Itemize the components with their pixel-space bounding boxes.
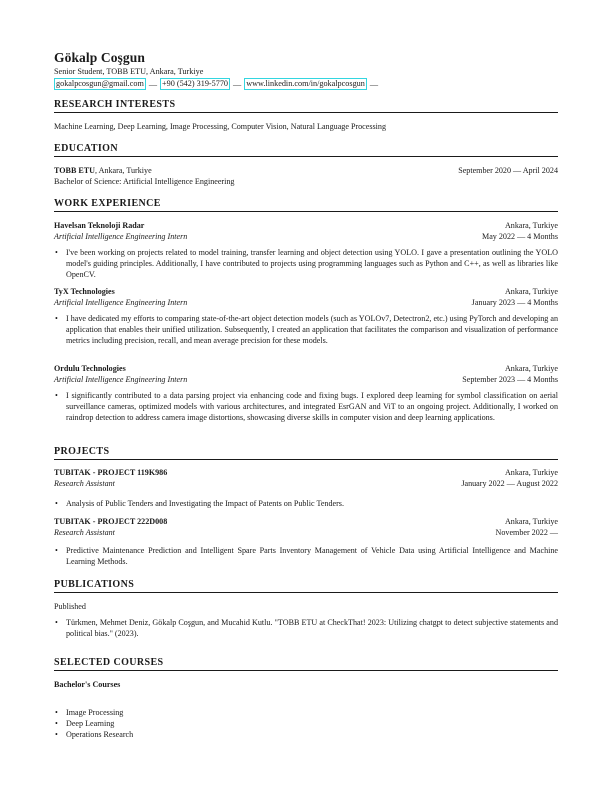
project-entry-header [54, 517, 558, 526]
work-dates: May 2022 — 4 Months [482, 232, 558, 241]
separator: — [148, 79, 157, 89]
separator: — [369, 79, 379, 89]
phone-link[interactable]: +90 (542) 319-5770 [162, 79, 229, 88]
work-location: Ankara, Turkiye [504, 364, 558, 373]
section-title-selected-courses: SELECTED COURSES [54, 657, 558, 671]
company-name: TyX Technologies [54, 287, 115, 296]
role: Artificial Intelligence Engineering Intern [54, 232, 188, 241]
publication-item: • Türkmen, Mehmet Deniz, Gökalp Coşgun, and Mucahid Kutlu. "TOBB ETU at CheckThat! 2023: Utilizing chatgpt to detect subjective statements and political bias." (2023). [66, 618, 558, 640]
work-bullet: • I've been working on projects related to model training, transfer learning and object detection using YOLO. I gave a presentation outlining the YOLO model's guiding principles. Additionally, I have contributed to projects using programming languages such as Python and C++, as well as libraries like OpenCV. [66, 248, 558, 281]
work-entry-subheader [54, 298, 558, 307]
project-location: Ankara, Turkiye [504, 517, 558, 526]
separator: — [233, 79, 242, 89]
education-dates: September 2020 — April 2024 [458, 166, 558, 175]
contact-line [54, 78, 381, 90]
candidate-name: Gökalp Coşgun [54, 50, 145, 65]
section-title-work-experience: WORK EXPERIENCE [54, 198, 558, 212]
section-title-education: EDUCATION [54, 143, 558, 157]
role: Artificial Intelligence Engineering Intern [54, 298, 188, 307]
publications-subheading: Published [54, 602, 86, 611]
project-name: TUBITAK - PROJECT 119K986 [54, 468, 168, 477]
work-entry-subheader [54, 232, 558, 241]
linkedin-link[interactable]: www.linkedin.com/in/gokalpcosgun [246, 79, 365, 88]
work-location: Ankara, Turkiye [504, 287, 558, 296]
project-role: Research Assistant [54, 528, 115, 537]
project-name: TUBITAK - PROJECT 222D008 [54, 517, 168, 526]
section-title-projects: PROJECTS [54, 446, 558, 460]
work-dates: January 2023 — 4 Months [471, 298, 558, 307]
company-name: Havelsan Teknoloji Radar [54, 221, 145, 230]
project-bullet: • Analysis of Public Tenders and Investigating the Impact of Patents on Public Tenders. [66, 499, 558, 510]
work-entry-subheader [54, 375, 558, 384]
research-interests-text: Machine Learning, Deep Learning, Image Processing, Computer Vision, Natural Language Processing [54, 122, 387, 131]
role: Artificial Intelligence Engineering Intern [54, 375, 188, 384]
education-entry-header [54, 166, 558, 175]
course-item: • Image Processing [66, 708, 558, 719]
course-item: • Operations Research [66, 730, 558, 741]
work-entry-header [54, 221, 558, 230]
work-bullet: • I significantly contributed to a data parsing project via enhancing code and fixing bugs. I explored deep learning for symbol classification on aerial surveillance cameras, optimized models with various architectures, and integrated EsrGAN and ViT to an ongoing project. Additionally, I worked on raindrop detection to address camera image distortions, showcasing diverse skills in computer vision and deep learning applications. [66, 391, 558, 424]
project-location: Ankara, Turkiye [504, 468, 558, 477]
work-dates: September 2023 — 4 Months [462, 375, 558, 384]
institution-location: , Ankara, Turkiye [95, 166, 152, 175]
work-entry-header [54, 364, 558, 373]
work-location: Ankara, Turkiye [504, 221, 558, 230]
section-title-publications: PUBLICATIONS [54, 579, 558, 593]
candidate-subtitle: Senior Student, TOBB ETU, Ankara, Turkiye [54, 67, 204, 76]
institution-name: TOBB ETU [54, 166, 96, 175]
project-entry-subheader [54, 528, 558, 537]
work-bullet: • I have dedicated my efforts to comparing state-of-the-art object detection models (such as YOLOv7, Detectron2, etc.) using PyTorch and developing an application that enables their unified utilization. Subsequently, I created an application that facilitates the comparison and visualization of performance metrics including precision, recall, and mean average precision for these models. [66, 314, 558, 347]
project-entry-header [54, 468, 558, 477]
work-entry-header [54, 287, 558, 296]
project-entry-subheader [54, 479, 558, 488]
section-title-research-interests: RESEARCH INTERESTS [54, 99, 558, 113]
project-dates: November 2022 — [495, 528, 558, 537]
email-link[interactable]: gokalpcosgun@gmail.com [56, 79, 144, 88]
project-role: Research Assistant [54, 479, 115, 488]
courses-subheading: Bachelor's Courses [54, 680, 121, 689]
company-name: Ordulu Technologies [54, 364, 126, 373]
project-dates: January 2022 — August 2022 [461, 479, 558, 488]
project-bullet: • Predictive Maintenance Prediction and Intelligent Spare Parts Inventory Management of Vehicle Data using Artificial Intelligence and Machine Learning Methods. [66, 546, 558, 568]
degree: Bachelor of Science: Artificial Intelligence Engineering [54, 177, 235, 186]
course-item: • Deep Learning [66, 719, 558, 730]
